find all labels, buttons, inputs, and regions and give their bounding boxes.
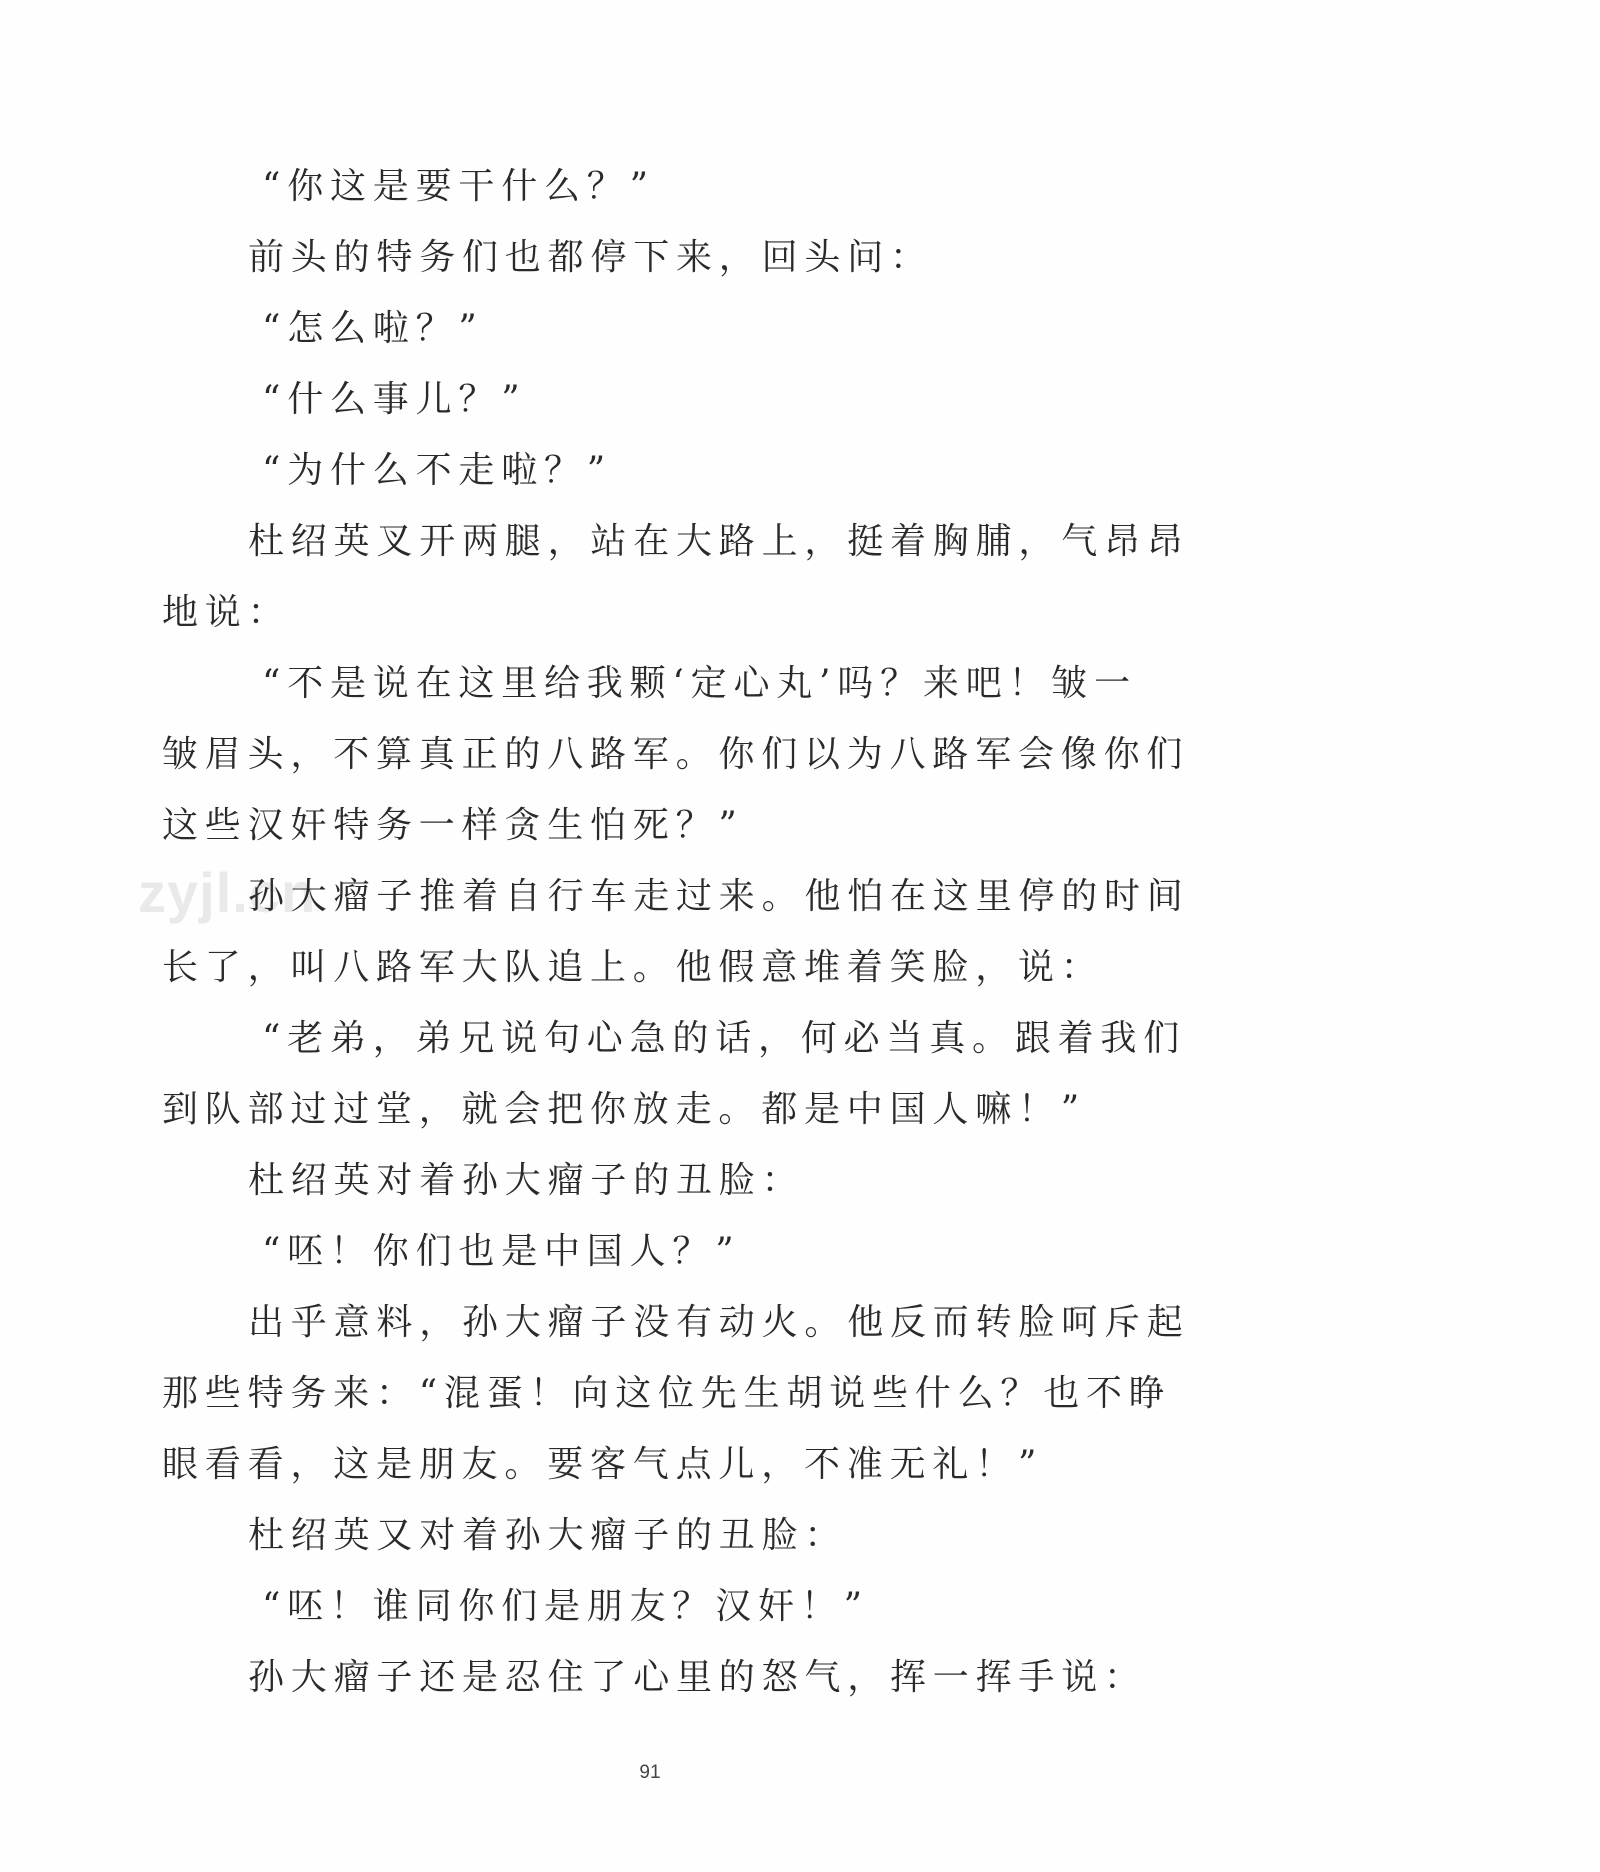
text-line: 眼看看，这是朋友。要客气点儿，不准无礼！” — [162, 1444, 1044, 1485]
text-line: 皱眉头，不算真正的八路军。你们以为八路军会像你们 — [162, 734, 1190, 775]
watermark: zyjl.cn — [138, 861, 317, 924]
text-line: 杜绍英对着孙大瘤子的丑脸： — [248, 1160, 805, 1201]
text-line: “为什么不走啦？” — [262, 450, 613, 491]
text-line: 长了，叫八路军大队追上。他假意堆着笑脸，说： — [162, 947, 1104, 988]
page-number: 91 — [639, 1762, 661, 1783]
text-line: “怎么啦？” — [262, 308, 484, 349]
body-text — [162, 151, 1190, 1713]
text-line: “不是说在这里给我颗‘定心丸’吗？来吧！皱一 — [262, 663, 1137, 704]
text-line: 孙大瘤子还是忍住了心里的怒气，挥一挥手说： — [248, 1657, 1147, 1698]
text-line: 到队部过过堂，就会把你放走。都是中国人嘛！” — [162, 1089, 1087, 1130]
text-line: 出乎意料，孙大瘤子没有动火。他反而转脸呵斥起 — [248, 1302, 1190, 1343]
text-line: “老弟，弟兄说句心急的话，何必当真。跟着我们 — [262, 1018, 1187, 1059]
text-line: “呸！谁同你们是朋友？汉奸！” — [262, 1586, 869, 1627]
text-line: “你这是要干什么？” — [262, 166, 655, 207]
text-line: “呸！你们也是中国人？” — [262, 1231, 741, 1272]
text-line: 杜绍英叉开两腿，站在大路上，挺着胸脯，气昂昂 — [248, 521, 1190, 562]
text-line: 这些汉奸特务一样贪生怕死？” — [162, 805, 744, 846]
text-line: 孙大瘤子推着自行车走过来。他怕在这里停的时间 — [248, 876, 1190, 917]
text-line: “什么事儿？” — [262, 379, 527, 420]
text-line: 那些特务来：“混蛋！向这位先生胡说些什么？也不睁 — [162, 1373, 1172, 1414]
text-line: 杜绍英又对着孙大瘤子的丑脸： — [248, 1515, 848, 1556]
text-line: 地说： — [162, 592, 291, 633]
text-line: 前头的特务们也都停下来，回头问： — [248, 237, 933, 278]
